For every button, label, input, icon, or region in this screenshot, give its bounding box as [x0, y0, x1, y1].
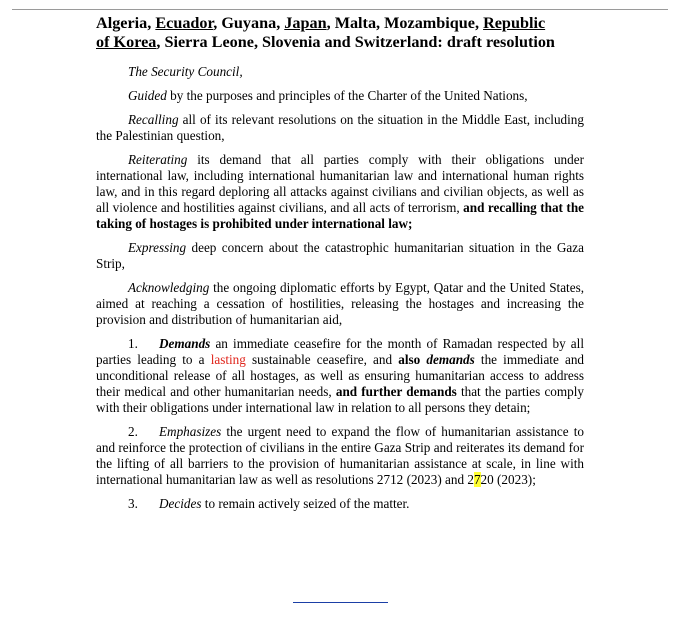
title-of-korea: of Korea — [96, 33, 157, 51]
op3-number: 3. — [128, 496, 138, 511]
title-ecuador: Ecuador — [155, 14, 214, 32]
preamble-guided — [96, 88, 584, 104]
op1-number: 1. — [128, 336, 138, 351]
op1-text-c: the immediate and unconditional release of all hostages, as well as ensuring humanitarian access to address their medical and other humanitarian needs, — [96, 352, 585, 399]
op1-bold-also: also — [398, 352, 421, 367]
op2-lead: Emphasizes — [159, 424, 222, 439]
document-page — [96, 14, 584, 520]
title-japan: Japan — [284, 14, 327, 32]
recalling-lead: Recalling — [128, 112, 179, 127]
op1-bold-demands: demands — [426, 352, 475, 367]
title-sep-1: , Guyana, — [213, 14, 285, 32]
footnote-separator-line — [293, 602, 388, 603]
preamble-reiterating — [96, 152, 584, 232]
op3-text-a: to remain actively seized of the matter. — [201, 496, 410, 511]
title-algeria: Algeria, — [96, 14, 156, 32]
op1-bold-further-demands: and further demands — [335, 384, 457, 399]
preamble-council: The Security Council, — [128, 64, 243, 79]
reiterating-text: its demand that all parties comply with their obligations under international law, including international humanitarian law and international human rights law, and in this regard deploring all attacks against civilians and civilian objects, as well as all violence and hostilities against civilians, and all acts of terrorism, — [96, 152, 584, 215]
preamble-acknowledging — [96, 280, 584, 328]
op2-highlighted-digit: 7 — [473, 472, 481, 487]
preamble-recalling — [96, 112, 584, 144]
preamble-expressing — [96, 240, 584, 272]
acknowledging-text: the ongoing diplomatic efforts by Egypt, Qatar and the United States, aimed at reaching a cessation of hostilities, releasing the hostages and increasing the provision and distribution of humanitarian aid, — [96, 280, 584, 327]
title-republic: Republic — [483, 14, 546, 32]
expressing-text: deep concern about the catastrophic humanitarian situation in the Gaza Strip, — [96, 240, 584, 271]
operative-paragraph-2 — [96, 424, 584, 488]
title-rest: , Sierra Leone, Slovenia and Switzerland: draft resolution — [156, 33, 555, 51]
reiterating-lead: Reiterating — [128, 152, 188, 167]
reiterating-bold-text: and recalling that the taking of hostages is prohibited under international law; — [96, 200, 585, 231]
op3-lead: Decides — [159, 496, 202, 511]
op1-text-d: that the parties comply with their obligations under international law in relation to all persons they detain; — [96, 384, 585, 415]
op1-text-a: an immediate ceasefire for the month of Ramadan respected by all parties leading to a — [96, 336, 584, 367]
op1-lead: Demands — [159, 336, 211, 351]
op2-text-a: the urgent need to expand the flow of humanitarian assistance to and reinforce the protection of civilians in the entire Gaza Strip and reiterates its demand for the lifting of all barriers to the provision of humanitarian assistance at scale, in line with international humanitarian law as well as resolutions 2712 (2023) and 2 — [96, 424, 584, 487]
expressing-lead: Expressing — [128, 240, 187, 255]
operative-paragraph-3 — [96, 496, 584, 512]
title-sep-2: , Malta, Mozambique, — [326, 14, 484, 32]
recalling-text: all of its relevant resolutions on the situation in the Middle East, including the Palestinian question, — [96, 112, 584, 143]
operative-paragraph-1 — [96, 336, 584, 416]
acknowledging-lead: Acknowledging — [128, 280, 210, 295]
guided-text: by the purposes and principles of the Charter of the United Nations, — [166, 88, 528, 103]
op2-text-b: 20 (2023); — [480, 472, 536, 487]
op1-tracked-change-lasting: lasting — [210, 352, 246, 367]
resolution-title — [96, 14, 584, 52]
op1-text-b: sustainable ceasefire, and — [245, 352, 399, 367]
guided-lead: Guided — [128, 88, 167, 103]
page-top-border — [12, 9, 668, 10]
op2-number: 2. — [128, 424, 138, 439]
